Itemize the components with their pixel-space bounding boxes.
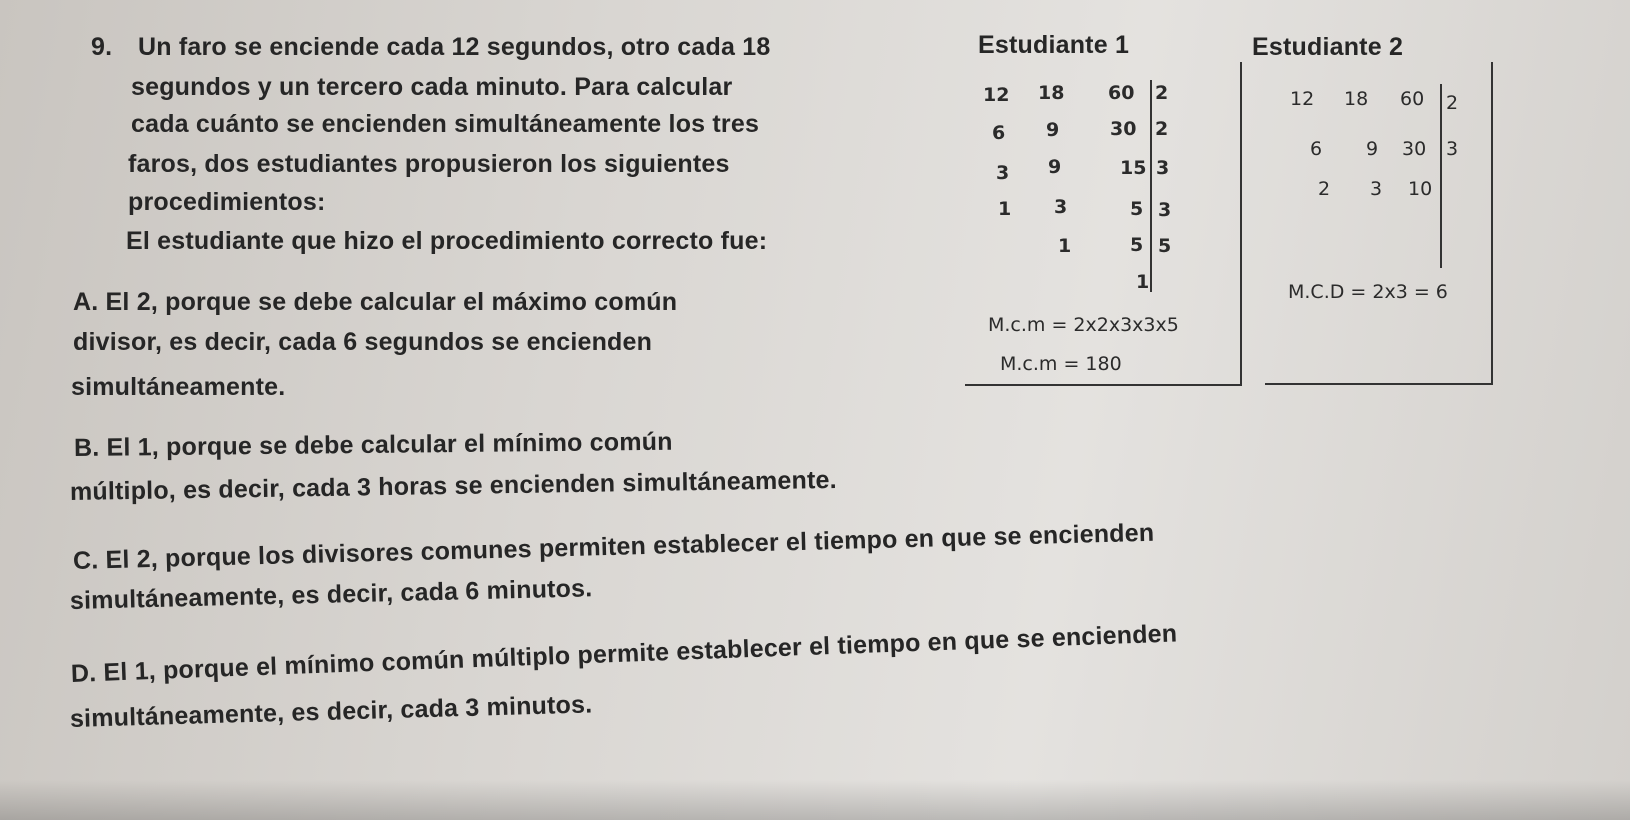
question-stem-line-4: faros, dos estudiantes propusieron los siguientes — [128, 150, 730, 178]
question-number: 9. — [91, 33, 113, 61]
question-prompt: El estudiante que hizo el procedimiento correcto fue: — [126, 227, 768, 255]
question-stem-line-1: Un faro se enciende cada 12 segundos, otro cada 18 — [138, 33, 771, 61]
s2-r2-b: 9 — [1366, 138, 1379, 160]
option-a-line-2: divisor, es decir, cada 6 segundos se encienden — [73, 328, 653, 356]
option-d-line-1: D. El 1, porque el mínimo común múltiplo permite establecer el tiempo en que se encienden — [70, 619, 1178, 688]
s1-r1-d: 2 — [1155, 82, 1169, 104]
s2-r3-c: 10 — [1408, 178, 1433, 200]
student1-title: Estudiante 1 — [978, 31, 1130, 59]
student2-division-line — [1440, 84, 1442, 268]
s2-r3-a: 2 — [1318, 178, 1331, 200]
student1-result-line-1: M.c.m = 2x2x3x3x5 — [988, 314, 1179, 336]
option-c-line-2: simultáneamente, es decir, cada 6 minutos. — [69, 574, 593, 615]
s2-r1-b: 18 — [1344, 88, 1369, 110]
s2-r1-d: 2 — [1446, 92, 1459, 114]
s1-r1-b: 18 — [1038, 82, 1065, 104]
student1-result-line-2: M.c.m = 180 — [1000, 353, 1122, 375]
s1-r2-b: 9 — [1046, 119, 1060, 141]
s2-r1-c: 60 — [1400, 88, 1425, 110]
option-c-line-1: C. El 2, porque los divisores comunes permiten establecer el tiempo en que se encienden — [72, 518, 1155, 575]
option-a-line-3: simultáneamente. — [71, 373, 286, 401]
s1-r4-c: 5 — [1130, 198, 1144, 220]
bottom-shadow — [0, 780, 1630, 820]
student1-box — [965, 62, 1242, 386]
s1-r3-c: 15 — [1120, 157, 1147, 179]
student2-box — [1265, 62, 1493, 385]
s2-r2-c: 30 — [1402, 138, 1427, 160]
s1-r4-d: 3 — [1158, 199, 1172, 221]
s1-r2-d: 2 — [1155, 118, 1169, 140]
question-stem-line-2: segundos y un tercero cada minuto. Para calcular — [131, 73, 733, 101]
option-a-line-1: A. El 2, porque se debe calcular el máximo común — [73, 288, 678, 316]
s2-r2-a: 6 — [1310, 138, 1323, 160]
s1-r3-d: 3 — [1156, 157, 1170, 179]
s2-r1-a: 12 — [1290, 88, 1315, 110]
s1-r1-c: 60 — [1108, 82, 1135, 104]
s1-r4-b: 3 — [1054, 196, 1068, 218]
s2-r2-d: 3 — [1446, 138, 1459, 160]
question-stem-line-3: cada cuánto se encienden simultáneamente los tres — [131, 110, 760, 138]
option-b-line-1: B. El 1, porque se debe calcular el mínimo común — [73, 427, 673, 462]
s1-r2-a: 6 — [992, 122, 1006, 144]
s1-r5-b: 1 — [1058, 235, 1072, 257]
s1-r2-c: 30 — [1110, 118, 1137, 140]
s1-r6-c: 1 — [1136, 271, 1150, 293]
question-stem-line-5: procedimientos: — [128, 188, 326, 216]
s2-r3-b: 3 — [1370, 178, 1383, 200]
s1-r3-b: 9 — [1048, 156, 1062, 178]
option-b-line-2: múltiplo, es decir, cada 3 horas se encienden simultáneamente. — [69, 465, 837, 506]
s1-r5-d: 5 — [1158, 235, 1172, 257]
s1-r1-a: 12 — [983, 84, 1010, 106]
student2-result: M.C.D = 2x3 = 6 — [1288, 281, 1448, 303]
s1-r4-a: 1 — [998, 198, 1012, 220]
option-d-line-2: simultáneamente, es decir, cada 3 minutos. — [69, 690, 593, 733]
student2-title: Estudiante 2 — [1252, 33, 1404, 61]
student1-division-line — [1150, 80, 1152, 292]
s1-r5-c: 5 — [1130, 234, 1144, 256]
s1-r3-a: 3 — [996, 162, 1010, 184]
